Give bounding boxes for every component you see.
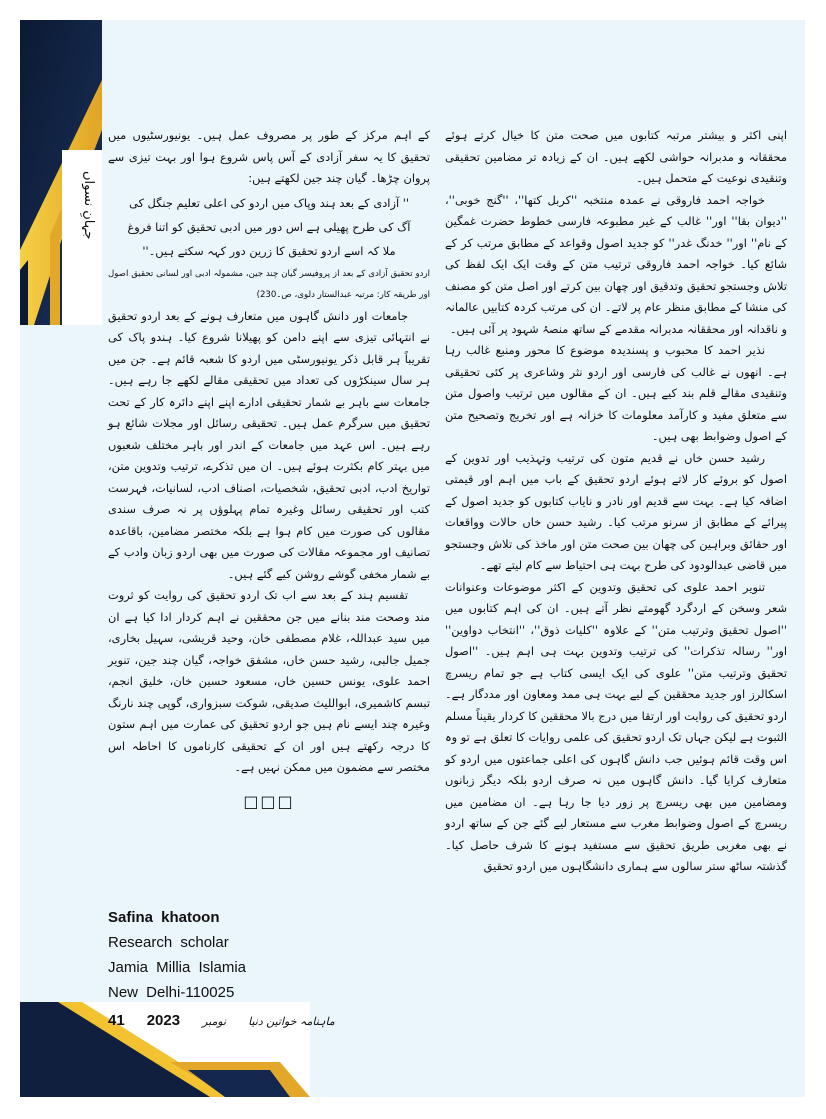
paragraph: تنویر احمد علوی کی تحقیق وتدوین کے اکثر موضوعات وعنوانات شعر وسخن کے اردگرد گھومتے نظر آتے ہیں۔ ان کی اہم کتابوں میں ''اصول تحقیق وترتیب متن'' کے علاوہ ''کلیات ذوق''، ''انتخاب دواوین'' اور'' رسالہ تذکرات'' کی ترتیب وتدوین بہت ہی اہم ہیں۔ ''اصول تحقیق وترتیب متن'' علوی کی ایک ایسی کتاب ہے جو تمام ریسرچ اسکالرز اور جدید محققین کے لیے بہت ہی ممد ومعاون اور مددگار ہے۔ اردو تحقیق کی روایت اور ارتقا میں درج بالا محققین کا کردار یقیناً مسلم الثبوت ہے لیکن جہاں تک اردو تحقیق کی علمی روایات کا تعلق ہے تو وہ اس وقت قائم ہوئیں جب دانش گاہوں کی اعلی جماعتوں میں اردو کو متعارف کرایا گیا۔ دانش گاہوں میں نہ صرف اردو بلکہ دیگر زبانوں ومضامین میں بھی ریسرچ پر زور دیا جا رہا ہے۔ ان مضامین میں ریسرچ کے اصول وضوابط مغرب سے مستعار لیے گئے جن کے ساتھ اردو نے بھی مغربی طریق تحقیق سے مستفید ہونے کا شرف حاصل کیا۔ گذشتہ ساٹھ ستر سالوں سے ہماری دانشگاہوں میں اردو تحقیق <box>445 579 787 873</box>
page-footer <box>108 1012 335 1029</box>
magazine-name: ماہنامہ خواتین دنیا <box>248 1015 335 1028</box>
paragraph: اپنی اکثر و بیشتر مرتبہ کتابوں میں صحت متن کا خیال کرتے ہوئے محققانہ و مدبرانہ حواشی لکھے ہیں۔ ان کے زیادہ تر مضامین تحقیقی وتنقیدی نوعیت کے متحمل ہیں۔ <box>445 128 787 185</box>
author-name: Safina khatoon <box>108 909 220 926</box>
paragraph: تقسیم ہند کے بعد سے اب تک اردو تحقیق کی روایت کو ثروت مند وصحت مند بنانے میں جن محققین نے اہم کردار ادا کیا ہے ان میں سید عبداللہ، غلام مصطفی خان، وحید قریشی، سہیل بخاری، جمیل جالبی، رشید حسن خاں، مشفق خواجہ، گیان چند جین، تنویر احمد علوی، یونس حسین خاں، مسعود حسین خان، خلیق انجم، تبسم کاشمیری، ابواللیث صدیقی، شوکت سبزواری، گوپی چند نارنگ وغیرہ چند ایسے نام ہیں جو اردو تحقیق کی عمارت میں اہم ستون کا درجہ رکھتے ہیں اور ان کے تحقیقی کارناموں کا احاطہ اس مختصر سے مضمون میں ممکن نہیں ہے۔ <box>108 588 430 774</box>
intro-paragraph: کے اہم مرکز کے طور پر مصروف عمل ہیں۔ یونیورسٹیوں میں تحقیق کا یہ سفر آزادی کے آس پاس شروع ہوا اور بہت تیزی سے پروان چڑھا۔ گیان چند جین لکھتے ہیں: <box>108 128 430 185</box>
citation-reference: اردو تحقیق آزادی کے بعد از پروفیسر گیان چند جین، مشمولہ ادبی اور لسانی تحقیق اصول اور طریقہ کار: مرتبہ عبدالستار دلوی، ص۔230) <box>108 268 430 300</box>
paragraph: جامعات اور دانش گاہوں میں متعارف ہونے کے بعد اردو تحقیق نے انتہائی تیزی سے اپنے دامن کو پھیلانا شروع کیا۔ ہندو پاک کی تقریباً ہر قابل ذکر یونیورسٹی میں اردو کا شعبہ قائم ہے۔ جن میں ہر سال سینکڑوں کی تعداد میں تحقیقی مقالے لکھے جا رہے ہیں۔ جامعات سے باہر بے شمار تحقیقی ادارے اپنے اپنے دائرہ کار کے تحت تحقیق میں سرگرم عمل ہیں۔ تحقیقی رسائل اور مجلات شائع ہو رہے ہیں۔ اس عہد میں جامعات کے اندر اور باہر مختلف شعبوں میں بہتر کام بکثرت ہوئے ہیں۔ ان میں تذکرے، ترتیب وتدوین متن، تواریخ ادب، ادبی تحقیق، شخصیات، اصناف ادب، لسانیات، فہرست کتب اور تحقیقی رسائل وغیرہ تمام پہلوؤں پر نہ صرف سندی مقالوں کی صورت میں کام ہوا ہے بلکہ مختصر مضامین، باقاعدہ تصانیف اور مجموعہ مقالات کی صورت میں بھی اردو زبان وادب کے بے شمار مخفی گوشے روشن کیے گئے ہیں۔ <box>108 308 430 581</box>
quote-line: آگ کی طرح پھیلی ہے اس دور میں ادبی تحقیق کو اتنا فروغ <box>127 219 411 234</box>
author-signature <box>108 905 246 1005</box>
page-number: 41 <box>108 1012 125 1029</box>
paragraph: خواجہ احمد فاروقی نے عمدہ منتخبہ ''کربل کتھا''، ''گنج خوبی''، ''دیوان بقا'' اور'' غالب کے غیر مطبوعہ فارسی خطوط حضرت غمگین کے نام'' اور'' خدنگ غدر'' کو جدید اصول وقواعد کے مطابق مرتب کر کے شائع کیا۔ خواجہ احمد فاروقی ترتیب متن کے وقت ایک ایک لفظ کی تلاش وجستجو تحقیق وتدقیق اور چھان بین کرتے اور اصل متن کو مصنف کی منشا کے مطابق منظر عام پر لاتے۔ ان کی مرتب کردہ کتابیں عالمانہ و ناقدانہ اور محققانہ مدبرانہ مقدمے کے ساتھ منصۂ شہود پر آئی ہیں۔ <box>445 192 787 336</box>
paragraph: نذیر احمد کا محبوب و پسندیدہ موضوع کا محور ومنبع غالب رہا ہے۔ انھوں نے غالب کی فارسی اور اردو نثر وشاعری پر کئی تحقیقی وتنقیدی مقالے قلم بند کیے ہیں۔ ان کے مقالوں میں ترتیب واصول متن سے متعلق مفید و کارآمد معلومات کا خزانہ ہے اور تخریج وتصحیح متن کے اصول وضوابط بھی ہیں۔ <box>445 343 787 443</box>
section-title-vertical: جہانِ نسواں <box>81 170 96 240</box>
quote-line: '' آزادی کے بعد ہند وپاک میں اردو کی اعلی تعلیم جنگل کی <box>128 195 410 210</box>
end-ornament: □□□ <box>243 791 295 811</box>
author-address: New Delhi-110025 <box>108 984 235 1001</box>
quote-line: ملا کہ اسے اردو تحقیق کا زرین دور کہہ سکتے ہیں۔'' <box>142 243 396 258</box>
author-institution: Jamia Millia Islamia <box>108 959 247 976</box>
issue-year: 2023 <box>146 1012 181 1029</box>
issue-month: نومبر <box>202 1015 227 1028</box>
left-text-column <box>108 125 430 818</box>
author-title: Research scholar <box>108 934 229 951</box>
paragraph: رشید حسن خاں نے قدیم متون کی ترتیب وتہذیب اور تدوین کے اصول کو بروئے کار لاتے ہوئے اردو تحقیق کے باب میں اہم اور قیمتی اضافہ کیا ہے۔ بہت سے قدیم اور نادر و نایاب کتابوں کو جدید اصول کے پیرائے کے مطابق از سرنو مرتب کیا۔ رشید حسن خاں حالات وواقعات اور حقائق وبراہین کی چھان بین صحت متن اور ماخذ کی تلاش وجستجو میں قاضی عبدالودود کی طرح بہت ہی احتیاط سے کام لیتے تھے۔ <box>445 450 787 572</box>
right-text-column <box>445 125 787 878</box>
